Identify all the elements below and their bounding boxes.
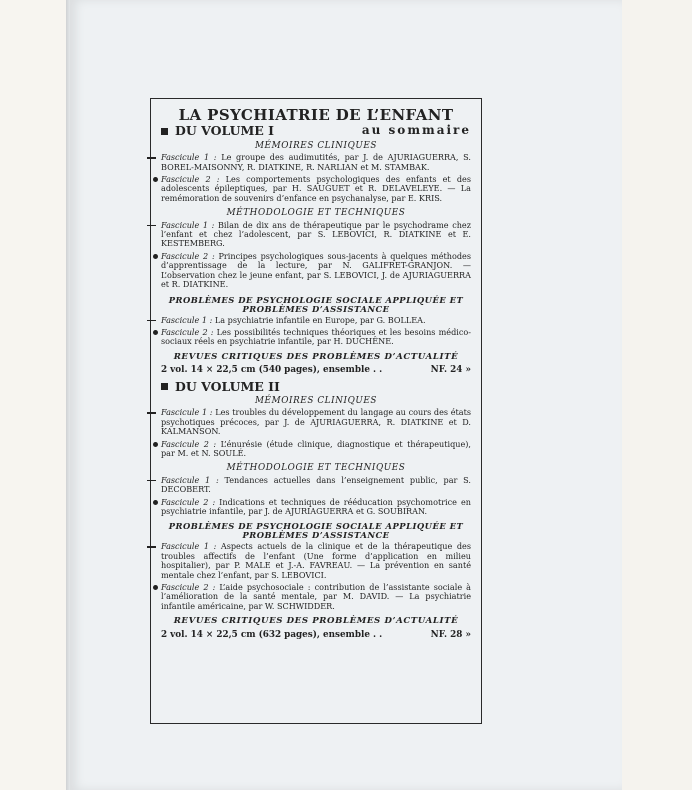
dot-mark-icon — [153, 177, 158, 182]
fascicule-text: Principes psychologiques sous-jacents à quelques méthodes d’apprentissage de la lecture, par N. GALIFRET-GRANJON. — L’observation chez le jeune enfant, par S. LEBOVICI, J. de AJURIAGUERRA et R. DIATKINE. — [161, 250, 471, 290]
price-description: 2 vol. 14 × 22,5 cm (540 pages), ensemble . . — [161, 365, 383, 376]
dot-mark-icon — [153, 500, 158, 505]
sommaire-label: au sommaire — [361, 123, 471, 138]
section-title: PROBLÈMES DE PSYCHOLOGIE SOCIALE APPLIQUÉE ET PROBLÈMES D’ASSISTANCE — [168, 294, 464, 314]
square-bullet-icon — [161, 383, 168, 390]
volume-1-title — [161, 123, 275, 139]
fascicule-label: Fascicule 2 : — [161, 582, 216, 593]
fascicule-text: Indications et techniques de rééducation psychomotrice en psychiatrie infantile, par J. de AJURIAGUERRA et G. SOUBIRAN. — [161, 496, 471, 516]
dash-mark-icon — [147, 546, 156, 547]
fascicule-text: L’aide psychosociale : contribution de l’assistante sociale à l’amélioration de la santé mentale, par M. DAVID. — La psychiatrie infantile américaine, par W. SCHWIDDER. — [161, 582, 471, 611]
fascicule-text: Les troubles du développement du langage au cours des états psychotiques précoces, par J. de AJURIAGUERRA, R. DIATKINE et D. KALMANSON. — [161, 407, 471, 437]
fascicule-label: Fascicule 1 : — [161, 541, 217, 552]
square-bullet-icon — [161, 128, 168, 135]
fascicule-text: Les comportements psychologiques des enfants et des adolescents épileptiques, par H. SAUGUET et R. DELAVELEYE. — La remémoration de souvenirs d’enfance en psychanalyse, par E. KRIS. — [161, 174, 471, 203]
fascicule-entry — [161, 221, 471, 249]
section-title: MÉMOIRES CLINIQUES — [254, 140, 378, 151]
volume-2-heading: DU VOLUME II — [175, 378, 280, 394]
volume-2-title — [161, 378, 471, 394]
fascicule-entry — [161, 408, 471, 436]
price-description: 2 vol. 14 × 22,5 cm (632 pages), ensemble . . — [161, 629, 383, 640]
fascicule-entry — [161, 328, 471, 347]
dash-mark-icon — [147, 480, 156, 481]
fascicule-text: Tendances actuelles dans l’enseignement public, par S. DECOBERT. — [161, 474, 471, 495]
revues-line: REVUES CRITIQUES DES PROBLÈMES D’ACTUALITÉ — [173, 351, 459, 362]
contents-box — [150, 98, 482, 724]
dash-mark-icon — [147, 412, 156, 413]
dash-mark-icon — [147, 225, 156, 226]
price-amount: NF. 24 » — [430, 365, 471, 376]
price-line — [161, 366, 471, 375]
price-line — [161, 631, 471, 640]
fascicule-label: Fascicule 2 : — [161, 174, 220, 185]
volume-1-heading: DU VOLUME I — [175, 123, 275, 139]
fascicule-label: Fascicule 1 : — [161, 407, 213, 418]
fascicule-label: Fascicule 2 : — [161, 250, 215, 261]
fascicule-text: L’énurésie (étude clinique, diagnostique et thérapeutique), par M. et N. SOULÉ. — [161, 438, 471, 458]
fascicule-entry — [161, 175, 471, 203]
dot-mark-icon — [153, 330, 158, 335]
page-title: LA PSYCHIATRIE DE L’ENFANT — [178, 106, 454, 124]
fascicule-text: La psychiatrie infantile en Europe, par G. BOLLEA. — [212, 314, 426, 325]
fascicule-entry — [161, 316, 471, 325]
fascicule-label: Fascicule 2 : — [161, 326, 214, 337]
fascicule-entry — [161, 440, 471, 459]
fascicule-text: Les possibilités techniques théoriques et les besoins médico-sociaux réels en psychiatrie infantile, par H. DUCHÊNE. — [161, 326, 471, 347]
volume-1-header — [161, 123, 471, 139]
fascicule-label: Fascicule 1 : — [161, 474, 219, 485]
page-right-margin — [622, 0, 692, 790]
fascicule-label: Fascicule 2 : — [161, 496, 216, 507]
price-amount: NF. 28 » — [430, 629, 471, 640]
fascicule-entry — [161, 498, 471, 517]
fascicule-label: Fascicule 1 : — [161, 152, 217, 163]
fascicule-entry — [161, 583, 471, 611]
fascicule-text: Bilan de dix ans de thérapeutique par le psychodrame chez l’enfant et chez l’adolescent, par S. LEBOVICI, R. DIATKINE et E. KESTEMBERG. — [161, 219, 471, 249]
dash-mark-icon — [147, 157, 156, 158]
fascicule-entry — [161, 476, 471, 495]
dot-mark-icon — [153, 254, 158, 259]
fascicule-label: Fascicule 1 : — [161, 219, 215, 230]
dot-mark-icon — [153, 585, 158, 590]
dot-mark-icon — [153, 442, 158, 447]
section-title: MÉTHODOLOGIE ET TECHNIQUES — [226, 463, 406, 474]
fascicule-label: Fascicule 2 : — [161, 438, 217, 449]
section-title: PROBLÈMES DE PSYCHOLOGIE SOCIALE APPLIQUÉE ET PROBLÈMES D’ASSISTANCE — [168, 521, 464, 541]
revues-line: REVUES CRITIQUES DES PROBLÈMES D’ACTUALITÉ — [173, 616, 459, 627]
fascicule-entry — [161, 252, 471, 290]
section-title: MÉTHODOLOGIE ET TECHNIQUES — [226, 208, 406, 219]
fascicule-text: Aspects actuels de la clinique et de la thérapeutique des troubles affectifs de l’enfant (Une forme d’application en milieu hospitalier), par P. MALE et J.-A. FAVREAU. — La prévention en santé mentale chez l’enfant, par S. LEBOVICI. — [161, 541, 471, 580]
fascicule-text: Le groupe des audimutités, par J. de AJURIAGUERRA, S. BOREL-MAISONNY, R. DIATKINE, R. NARLIAN et M. STAMBAK. — [161, 152, 471, 172]
dash-mark-icon — [147, 320, 156, 321]
fascicule-entry — [161, 542, 471, 580]
fascicule-label: Fascicule 1 : — [161, 314, 213, 325]
fascicule-entry — [161, 153, 471, 172]
section-title: MÉMOIRES CLINIQUES — [254, 395, 378, 406]
